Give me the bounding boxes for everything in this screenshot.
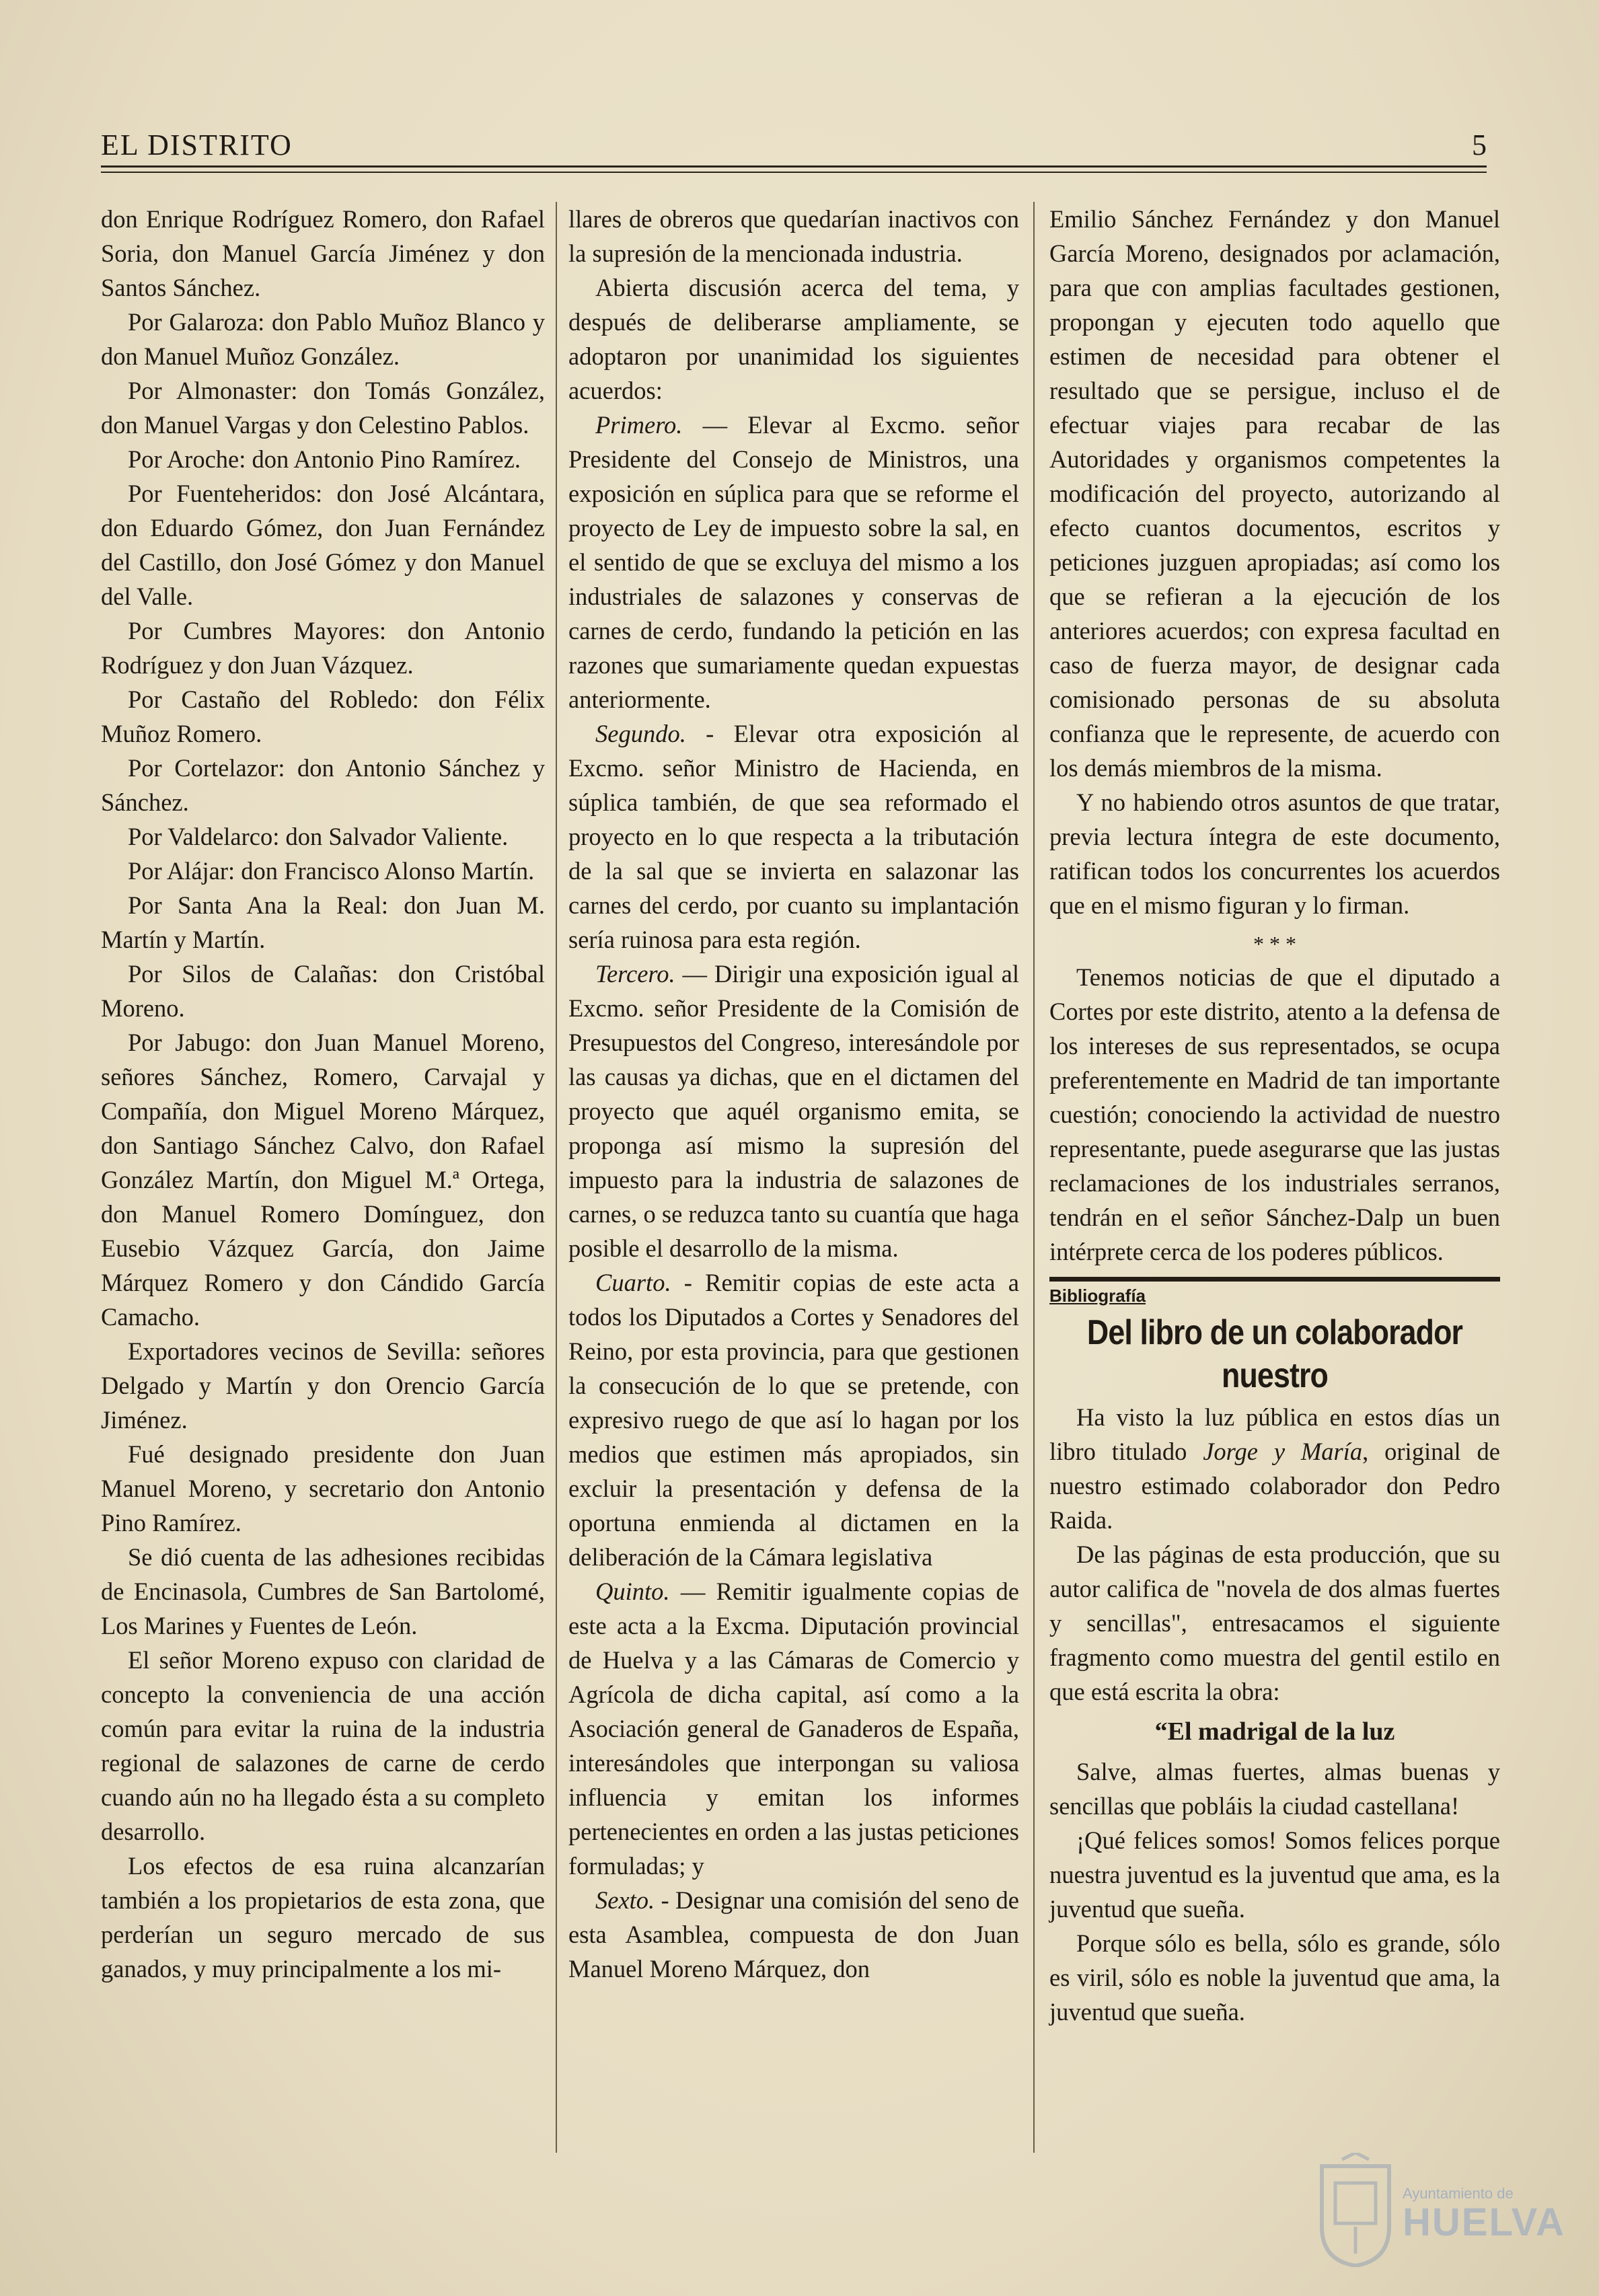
paragraph: De las páginas de esta producción, que su autor califica de "novela de dos almas fuertes y sencillas", entresacamos el siguiente fragmento como muestra del gentil estilo en que está escrita la obra: <box>1049 1541 1500 1705</box>
paragraph: Por Galaroza: don Pablo Muñoz Blanco y don Manuel Muñoz González. <box>101 308 545 370</box>
paragraph: Por Cortelazor: don Antonio Sánchez y Sánchez. <box>101 754 545 816</box>
paragraph: Tenemos noticias de que el diputado a Cortes por este distrito, atento a la defensa de los intereses de sus representados, se ocupa preferentemente en Madrid de tan importante cuestión; conociendo la actividad de nuestro representante, puede asegurarse que las justas reclamaciones de los industriales serranos, tendrán en el señor Sánchez-Dalp un buen intérprete cerca de los poderes públicos. <box>1049 963 1500 1265</box>
column-3 <box>1049 202 1500 2029</box>
newspaper-title: EL DISTRITO <box>101 128 293 161</box>
agreement-segundo <box>568 716 1019 957</box>
asterism-separator: * * * <box>1253 932 1296 956</box>
agreement-label: Segundo. <box>595 720 686 747</box>
agreement-text: - Elevar otra exposición al Excmo. señor Ministro de Hacienda, en súplica también, de que sea reformado el proyecto en lo que respecta a la tributación de la sal que se invierta en salazonar las carnes del cerdo, por cuanto su implantación sería ruinosa para esta región. <box>568 720 1019 953</box>
column-divider <box>556 202 557 2153</box>
page-header <box>101 128 1487 168</box>
agreement-label: Cuarto. <box>595 1269 671 1296</box>
paragraph: Por Alájar: don Francisco Alonso Martín. <box>128 857 535 885</box>
paragraph: Porque sólo es bella, sólo es grande, sólo es viril, sólo es noble la juventud que ama, la juventud que sueña. <box>1049 1929 1500 2026</box>
agreement-text: - Remitir copias de este acta a todos los Diputados a Cortes y Senadores del Reino, por esta provincia, para que gestionen la consecución de lo que se pretende, con expresivo ruego de que así lo hagan por los medios que estimen más apropiados, sin excluir la presentación y defensa de la oportuna enmienda al dictamen en la deliberación de la Cámara legislativa <box>568 1269 1019 1571</box>
paragraph: Emilio Sánchez Fernández y don Manuel García Moreno, designados por aclamación, para que con amplias facultades gestionen, propongan y ejecuten todo aquello que estimen de necesidad para obtener el resultado que se persigue, incluso el de efectuar viajes para recabar de las Autoridades y organismos competentes la modificación del proyecto, autorizando al efecto cuantos documentos, escritos y peticiones juzguen apropiadas; así como los que se refieran a la ejecución de los anteriores acuerdos; con expresa facultad en caso de fuerza mayor, de designar cada comisionado personas de su absoluta confianza que le represente, de acuerdo con los demás miembros de la misma. <box>1049 205 1500 782</box>
paragraph: Por Aroche: don Antonio Pino Ramírez. <box>128 445 521 473</box>
agreement-text: — Remitir igualmente copias de este acta a la Excma. Diputación provincial de Huelva y a las Cámaras de Comercio y Agrícola de dicha capital, así como a la Asociación general de Ganaderos de España, interesándoles que interpongan su valiosa influencia y emitan los informes pertenecientes en orden a las justas peticiones formuladas; y <box>568 1578 1019 1880</box>
agreement-quinto <box>568 1574 1019 1883</box>
paragraph: don Enrique Rodríguez Romero, don Rafael Soria, don Manuel García Jiménez y don Santos Sánchez. <box>101 205 545 301</box>
city-seal-icon <box>1315 2153 1396 2267</box>
header-rule <box>101 165 1487 173</box>
paragraph: Abierta discusión acerca del tema, y después de deliberarse ampliamente, se adoptaron por unanimidad los siguientes acuerdos: <box>568 274 1019 404</box>
agreement-sexto <box>568 1883 1019 1986</box>
excerpt-title: “El madrigal de la luz <box>1154 1717 1395 1746</box>
paragraph <box>1049 1400 1500 1537</box>
paragraph: ¡Qué felices somos! Somos felices porque nuestra juventud es la juventud que ama, es la juventud que sueña. <box>1049 1826 1500 1923</box>
paragraph: Y no habiendo otros asuntos de que tratar, previa lectura íntegra de este documento, ratifican todos los concurrentes los acuerdos que en el mismo figuran y lo firman. <box>1049 788 1500 919</box>
article-headline: Del libro de un colaborador nuestro <box>1086 1313 1463 1395</box>
paragraph: Por Fuenteheridos: don José Alcántara, don Eduardo Gómez, don Juan Fernández del Castillo, don José Gómez y don Manuel del Valle. <box>101 480 545 610</box>
paragraph: Fué designado presidente don Juan Manuel Moreno, y secretario don Antonio Pino Ramírez. <box>101 1440 545 1536</box>
paragraph: Por Valdelarco: don Salvador Valiente. <box>128 823 509 850</box>
text-run: Ha visto la luz pública en estos días un libro titulado <box>1049 1403 1500 1465</box>
paragraph: El señor Moreno expuso con claridad de concepto la conveniencia de una acción común para evitar la ruina de la industria regional de salazones de carne de cerdo cuando aún no ha llegado ésta a su completo desarrollo. <box>101 1646 545 1845</box>
paragraph: Exportadores vecinos de Sevilla: señores Delgado y Martín y don Orencio García Jiménez. <box>101 1337 545 1434</box>
paragraph: Por Jabugo: don Juan Manuel Moreno, señores Sánchez, Romero, Carvajal y Compañía, don Miguel Moreno Márquez, don Santiago Sánchez Calvo, don Rafael González Martín, don Miguel M.ª Ortega, don Manuel Romero Domínguez, don Eusebio Vázquez García, don Jaime Márquez Romero y don Cándido García Camacho. <box>101 1029 545 1331</box>
paragraph: Salve, almas fuertes, almas buenas y sencillas que pobláis la ciudad castellana! <box>1049 1758 1500 1820</box>
section-kicker: Bibliografía <box>1049 1286 1146 1306</box>
paragraph: Se dió cuenta de las adhesiones recibidas de Encinasola, Cumbres de San Bartolomé, Los Marines y Fuentes de León. <box>101 1543 545 1639</box>
paragraph: Por Santa Ana la Real: don Juan M. Martín y Martín. <box>101 891 545 953</box>
paragraph: llares de obreros que quedarían inactivos con la supresión de la mencionada industria. <box>568 205 1019 267</box>
section-rule <box>1049 1277 1500 1282</box>
watermark-large-text: HUELVA <box>1403 2200 1565 2244</box>
paragraph: Los efectos de esa ruina alcanzarían también a los propietarios de esta zona, que perderían un seguro mercado de sus ganados, y muy principalmente a los mi- <box>101 1852 545 1983</box>
paragraph: Por Almonaster: don Tomás González, don Manuel Vargas y don Celestino Pablos. <box>101 377 545 439</box>
paragraph: Por Silos de Calañas: don Cristóbal Moreno. <box>101 960 545 1022</box>
page-number: 5 <box>1472 128 1487 161</box>
paragraph: Por Castaño del Robledo: don Félix Muñoz Romero. <box>101 686 545 747</box>
agreement-label: Quinto. <box>595 1578 670 1605</box>
agreement-text: - Designar una comisión del seno de esta Asamblea, compuesta de don Juan Manuel Moreno Márquez, don <box>568 1886 1019 1983</box>
column-2 <box>568 202 1019 1986</box>
book-title: Jorge y María <box>1203 1438 1363 1465</box>
agreement-tercero <box>568 957 1019 1265</box>
agreement-text: — Elevar al Excmo. señor Presidente del Consejo de Ministros, una exposición en súplica para que se reforme el proyecto de Ley de impuesto sobre la sal, en el sentido de que se excluya del mismo a los industriales de salazones y conservas de carnes de cerdo, fundando la petición en las razones que sumariamente quedan expuestas anteriormente. <box>568 411 1019 713</box>
agreement-label: Sexto. <box>595 1886 655 1914</box>
column-divider <box>1033 202 1035 2153</box>
paragraph: Por Cumbres Mayores: don Antonio Rodríguez y don Juan Vázquez. <box>101 617 545 679</box>
agreement-text: — Dirigir una exposición igual al Excmo. señor Presidente de la Comisión de Presupuestos del Congreso, interesándole por las causas ya dichas, que en el dictamen del proyecto que aquél organismo emita, se proponga así mismo la supresión del impuesto para la industria de salazones de carnes, o se reduzca tanto su cuantía que haga posible el desarrollo de la misma. <box>568 960 1019 1262</box>
agreement-primero <box>568 408 1019 716</box>
text-run: , original de nuestro estimado colaborador don Pedro Raida. <box>1049 1438 1501 1534</box>
agreement-cuarto <box>568 1265 1019 1574</box>
column-1 <box>101 202 545 1986</box>
agreement-label: Primero. <box>595 411 683 439</box>
watermark-small-text: Ayuntamiento de <box>1403 2185 1514 2202</box>
agreement-label: Tercero. <box>595 960 675 988</box>
